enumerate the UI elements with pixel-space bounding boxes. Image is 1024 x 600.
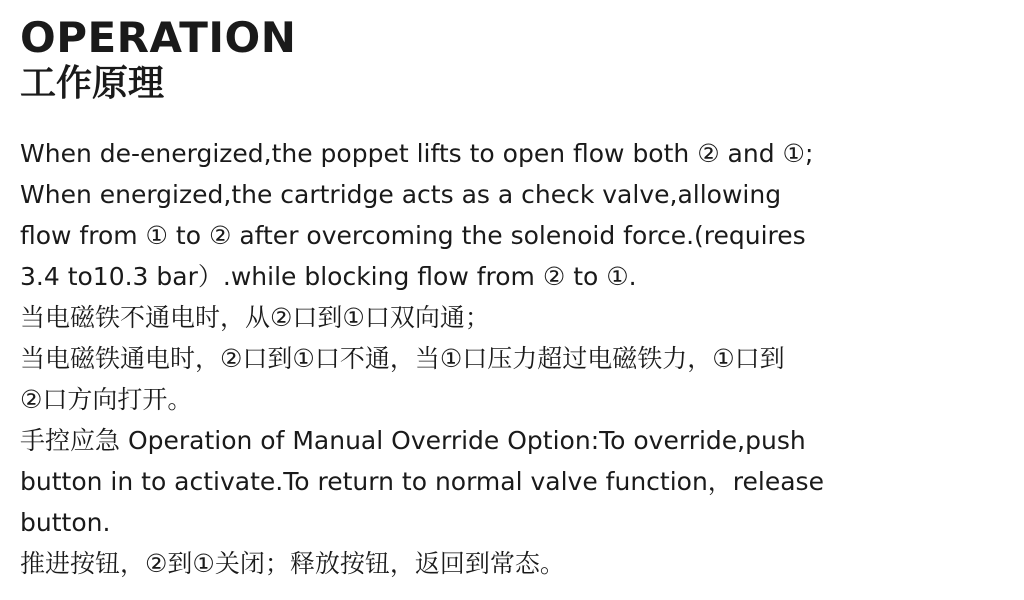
text-line: When de-energized,the poppet lifts to open flow both ② and ①; — [20, 139, 814, 168]
text-line: ②口方向打开。 — [20, 385, 193, 414]
text-line: 手控应急 Operation of Manual Override Option:To override,push — [20, 426, 806, 455]
operation-description — [20, 133, 1010, 584]
text-line: 推进按钮，②到①关闭；释放按钮，返回到常态。 — [20, 549, 565, 578]
text-line: When energized,the cartridge acts as a check valve,allowing — [20, 180, 782, 209]
text-line: 当电磁铁不通电时，从②口到①口双向通； — [20, 303, 490, 332]
page-subtitle-chinese: 工作原理 — [20, 63, 165, 104]
text-line: flow from ① to ② after overcoming the solenoid force.(requires — [20, 221, 806, 250]
page-title: OPERATION — [20, 13, 297, 62]
text-line: button. — [20, 508, 111, 537]
text-line: 当电磁铁通电时，②口到①口不通，当①口压力超过电磁铁力，①口到 — [20, 344, 785, 373]
text-line: 3.4 to10.3 bar）.while blocking flow from ② to ①. — [20, 262, 637, 291]
text-line: button in to activate.To return to normal valve function，release — [20, 467, 824, 496]
